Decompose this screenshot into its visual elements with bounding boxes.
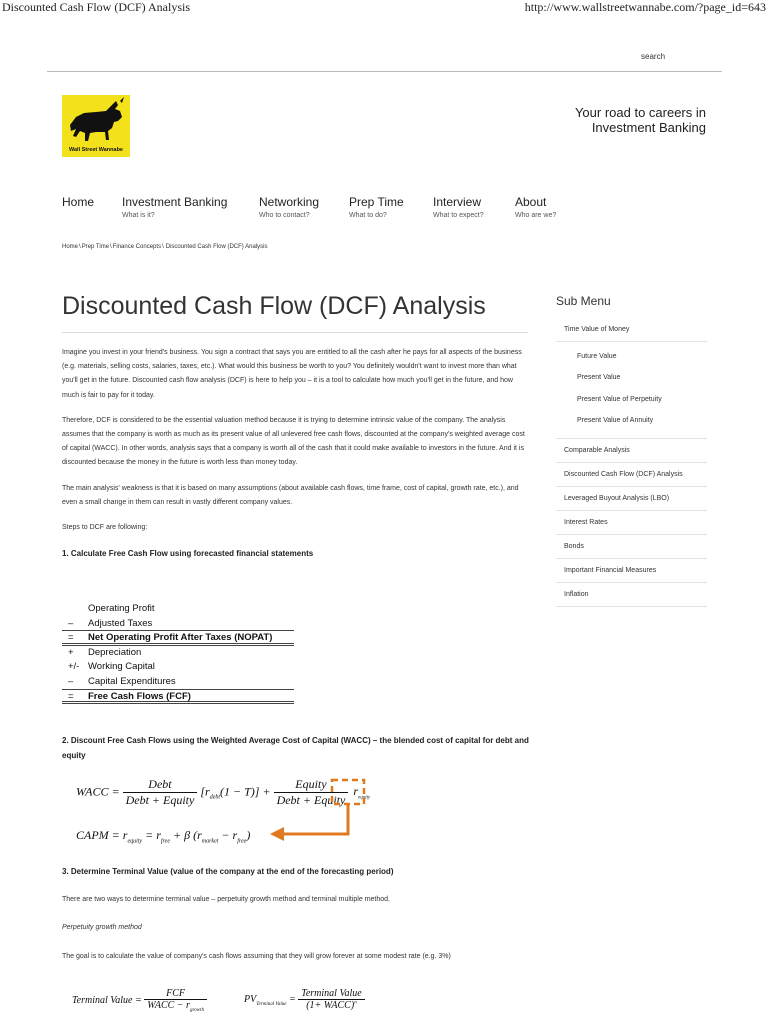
sidebar-subitem-pv-perpetuity[interactable]: Present Value of Perpetuity — [577, 395, 662, 403]
nav-label: About — [515, 195, 547, 209]
pv-numerator: Terminal Value — [298, 988, 364, 1000]
nav-item-networking[interactable] — [259, 195, 319, 219]
growth-subscript: growth — [189, 1008, 204, 1013]
table-row — [62, 617, 294, 632]
nav-label: Prep Time — [349, 195, 404, 209]
tv-fraction — [144, 988, 207, 1013]
row-label: Net Operating Profit After Taxes (NOPAT) — [88, 632, 273, 644]
row-label: Working Capital — [88, 661, 155, 673]
tv-denominator — [144, 1000, 207, 1013]
nav-label: Home — [62, 195, 95, 209]
breadcrumb-link-finance-concepts[interactable]: Finance Concepts — [112, 244, 162, 250]
r-equity: r — [353, 784, 358, 799]
nav-item-home[interactable] — [62, 195, 94, 209]
nav-item-interview[interactable] — [433, 195, 484, 219]
sidebar-item-time-value-of-money[interactable]: Time Value of Money — [556, 318, 707, 342]
table-row — [62, 646, 294, 661]
sidebar-item-financial-measures[interactable]: Important Financial Measures — [556, 559, 707, 583]
sidebar-item-comparable-analysis[interactable]: Comparable Analysis — [556, 439, 707, 463]
row-label: Depreciation — [88, 646, 142, 658]
breadcrumb — [62, 244, 268, 250]
table-row — [62, 660, 294, 675]
nav-item-prep-time[interactable] — [349, 195, 404, 219]
print-header — [0, 0, 768, 16]
breadcrumb-separator: \ — [110, 244, 112, 250]
capm-market-subscript: market — [201, 838, 219, 845]
debt-numerator: Debt — [123, 777, 198, 793]
paragraph-dcf-essential: Therefore, DCF is considered to be the essential valuation method because it is trying to determine intrinsic value of the company. The analysis assumes that the company is worth as much as its present value of all unlevered free cash flows, discounted at the company's weighted average cost of capital (WACC). In other words, analysis says that a company is worth all of the cash that it could make available to investors in the future. And it is discounted because the money in the future is worth less than money today. — [62, 416, 525, 467]
pv-eq: = — [288, 993, 296, 1005]
paragraph-terminal-value: There are two ways to determine terminal value – perpetuity growth method and terminal multiple method. — [62, 896, 390, 903]
site-logo[interactable] — [62, 95, 130, 157]
r-debt-subscript: debt — [209, 794, 221, 801]
print-page-title: Discounted Cash Flow (DCF) Analysis — [2, 0, 191, 14]
step-1-heading: 1. Calculate Free Cash Flow using forecasted financial statements — [62, 549, 314, 559]
sidebar-item-interest-rates[interactable]: Interest Rates — [556, 511, 707, 535]
row-operator: = — [68, 690, 74, 702]
nav-sublabel: Who to contact? — [259, 212, 310, 219]
step-3-heading: 3. Determine Terminal Value (value of the company at the end of the forecasting period) — [62, 867, 394, 876]
tv-label: Terminal Value = — [72, 994, 142, 1006]
nav-sublabel: What is it? — [122, 212, 155, 219]
title-divider — [62, 332, 528, 333]
paragraph-goal: The goal is to calculate the value of company's cash flows assuming that they will grow forever at some modest rate (e.g. 3%) — [62, 953, 451, 960]
capm-free-subscript: free — [160, 838, 170, 845]
header-divider — [47, 71, 722, 72]
sidebar-subitem-future-value[interactable]: Future Value — [577, 353, 617, 360]
pv-den-text: (1+ WACC) — [306, 1000, 355, 1011]
nav-label: Networking — [259, 195, 320, 209]
article-body — [62, 346, 530, 562]
row-operator: – — [68, 675, 74, 687]
nav-label: Interview — [433, 195, 482, 209]
pv-subscript: Terminal Value — [256, 1001, 287, 1007]
table-row — [62, 675, 294, 690]
site-tagline — [506, 105, 706, 135]
capm-formula — [76, 828, 250, 844]
equity-denominator: Debt + Equity — [276, 793, 346, 807]
paragraph-perpetuity-method: Perpetuity growth method — [62, 924, 142, 931]
row-operator: = — [68, 632, 74, 644]
sidebar-subitem-present-value[interactable]: Present Value — [577, 374, 621, 382]
capm-eq: = r — [142, 828, 161, 842]
r-debt-rest: (1 − T)] + — [220, 784, 271, 799]
r-debt: [r — [200, 784, 210, 799]
row-operator: +/- — [68, 661, 80, 673]
tagline-line-2: Investment Banking — [591, 120, 706, 135]
table-row — [62, 690, 294, 705]
logo-text: Wall Street Wannabe — [69, 147, 123, 153]
capm-label: CAPM = r — [76, 828, 128, 842]
pv-terminal-value-formula — [244, 988, 365, 1011]
row-label: Capital Expenditures — [88, 675, 176, 687]
fcf-calculation-table — [62, 602, 294, 704]
table-row — [62, 631, 294, 646]
row-operator: + — [68, 646, 74, 658]
paragraph-weakness: The main analysis' weakness is that it is based on many assumptions (about available cash flows, time frame, cost of capital, growth rate, etc.), and even a small change in them can result in vastly different company values. — [62, 484, 519, 506]
search-link[interactable]: search — [641, 52, 666, 61]
breadcrumb-separator: \ — [79, 244, 81, 250]
paragraph-steps-intro: Steps to DCF are following: — [62, 524, 148, 532]
nav-label: Investment Banking — [122, 195, 228, 209]
nav-item-about[interactable] — [515, 195, 556, 219]
step-2-heading: 2. Discount Free Cash Flows using the Weighted Average Cost of Capital (WACC) – the blended cost of capital for debt and equity — [62, 736, 529, 760]
sidebar-item-dcf-analysis[interactable]: Discounted Cash Flow (DCF) Analysis — [556, 463, 707, 487]
pv-exponent: n — [354, 1000, 357, 1006]
tv-numerator: FCF — [144, 988, 207, 1000]
equity-numerator: Equity — [274, 777, 349, 793]
breadcrumb-separator: \ — [162, 244, 164, 250]
pv-denominator — [298, 1000, 364, 1011]
sidebar-subgroup — [556, 342, 707, 439]
capm-beta: + β (r — [170, 828, 202, 842]
debt-denominator: Debt + Equity — [125, 793, 195, 807]
row-label: Adjusted Taxes — [88, 617, 153, 629]
capm-minus: − r — [218, 828, 238, 842]
sidebar-submenu — [556, 294, 707, 607]
capm-equity-subscript: equity — [127, 838, 143, 845]
sidebar-item-bonds[interactable]: Bonds — [556, 535, 707, 559]
equity-cost-arrow — [262, 775, 372, 845]
row-label: Operating Profit — [88, 603, 155, 614]
sidebar-subitem-pv-annuity[interactable]: Present Value of Annuity — [577, 417, 654, 425]
capm-close: ) — [246, 828, 251, 842]
nav-sublabel: What to expect? — [433, 212, 484, 219]
tagline-line-1: Your road to careers in — [574, 105, 706, 120]
nav-item-investment-banking[interactable] — [122, 195, 227, 219]
page-title: Discounted Cash Flow (DCF) Analysis — [62, 292, 486, 320]
print-page-url: http://www.wallstreetwannabe.com/?page_id=643 — [524, 0, 766, 14]
nav-sublabel: Who are we? — [515, 212, 557, 219]
sidebar-item-lbo-analysis[interactable]: Leveraged Buyout Analysis (LBO) — [556, 487, 707, 511]
breadcrumb-link-prep-time[interactable]: Prep Time — [81, 244, 110, 250]
paragraph-intro: Imagine you invest in your friend's business. You sign a contract that says you are entitled to all the cash after he pays for all aspects of the business (e.g. materials, selling costs, salaries, taxes, etc.). What would this business be worth to you? You definitely wouldn't want to invest more than what you'll get in the future. Discounted cash flow analysis (DCF) is here to help you – it is a tool to calculate how much you'll get in the future, and how much is fair to pay for it today. — [62, 349, 522, 399]
breadcrumb-link-home[interactable]: Home — [62, 244, 79, 250]
row-operator: – — [68, 617, 74, 629]
breadcrumb-current: Discounted Cash Flow (DCF) Analysis — [165, 244, 268, 250]
r-equity-subscript: equity — [357, 795, 371, 801]
debt-fraction — [123, 777, 198, 808]
sidebar-title: Sub Menu — [556, 294, 611, 308]
capm-free-subscript-2: free — [237, 838, 247, 845]
pv-label: PV — [244, 993, 257, 1005]
terminal-value-formula — [72, 988, 207, 1013]
pv-fraction — [298, 988, 364, 1011]
nav-sublabel: What to do? — [349, 212, 387, 219]
sidebar-item-inflation[interactable]: Inflation — [556, 583, 707, 607]
row-label: Free Cash Flows (FCF) — [88, 690, 191, 702]
table-row — [62, 602, 294, 617]
wacc-label: WACC = — [76, 784, 120, 799]
tv-den-text: WACC − r — [147, 1000, 190, 1011]
